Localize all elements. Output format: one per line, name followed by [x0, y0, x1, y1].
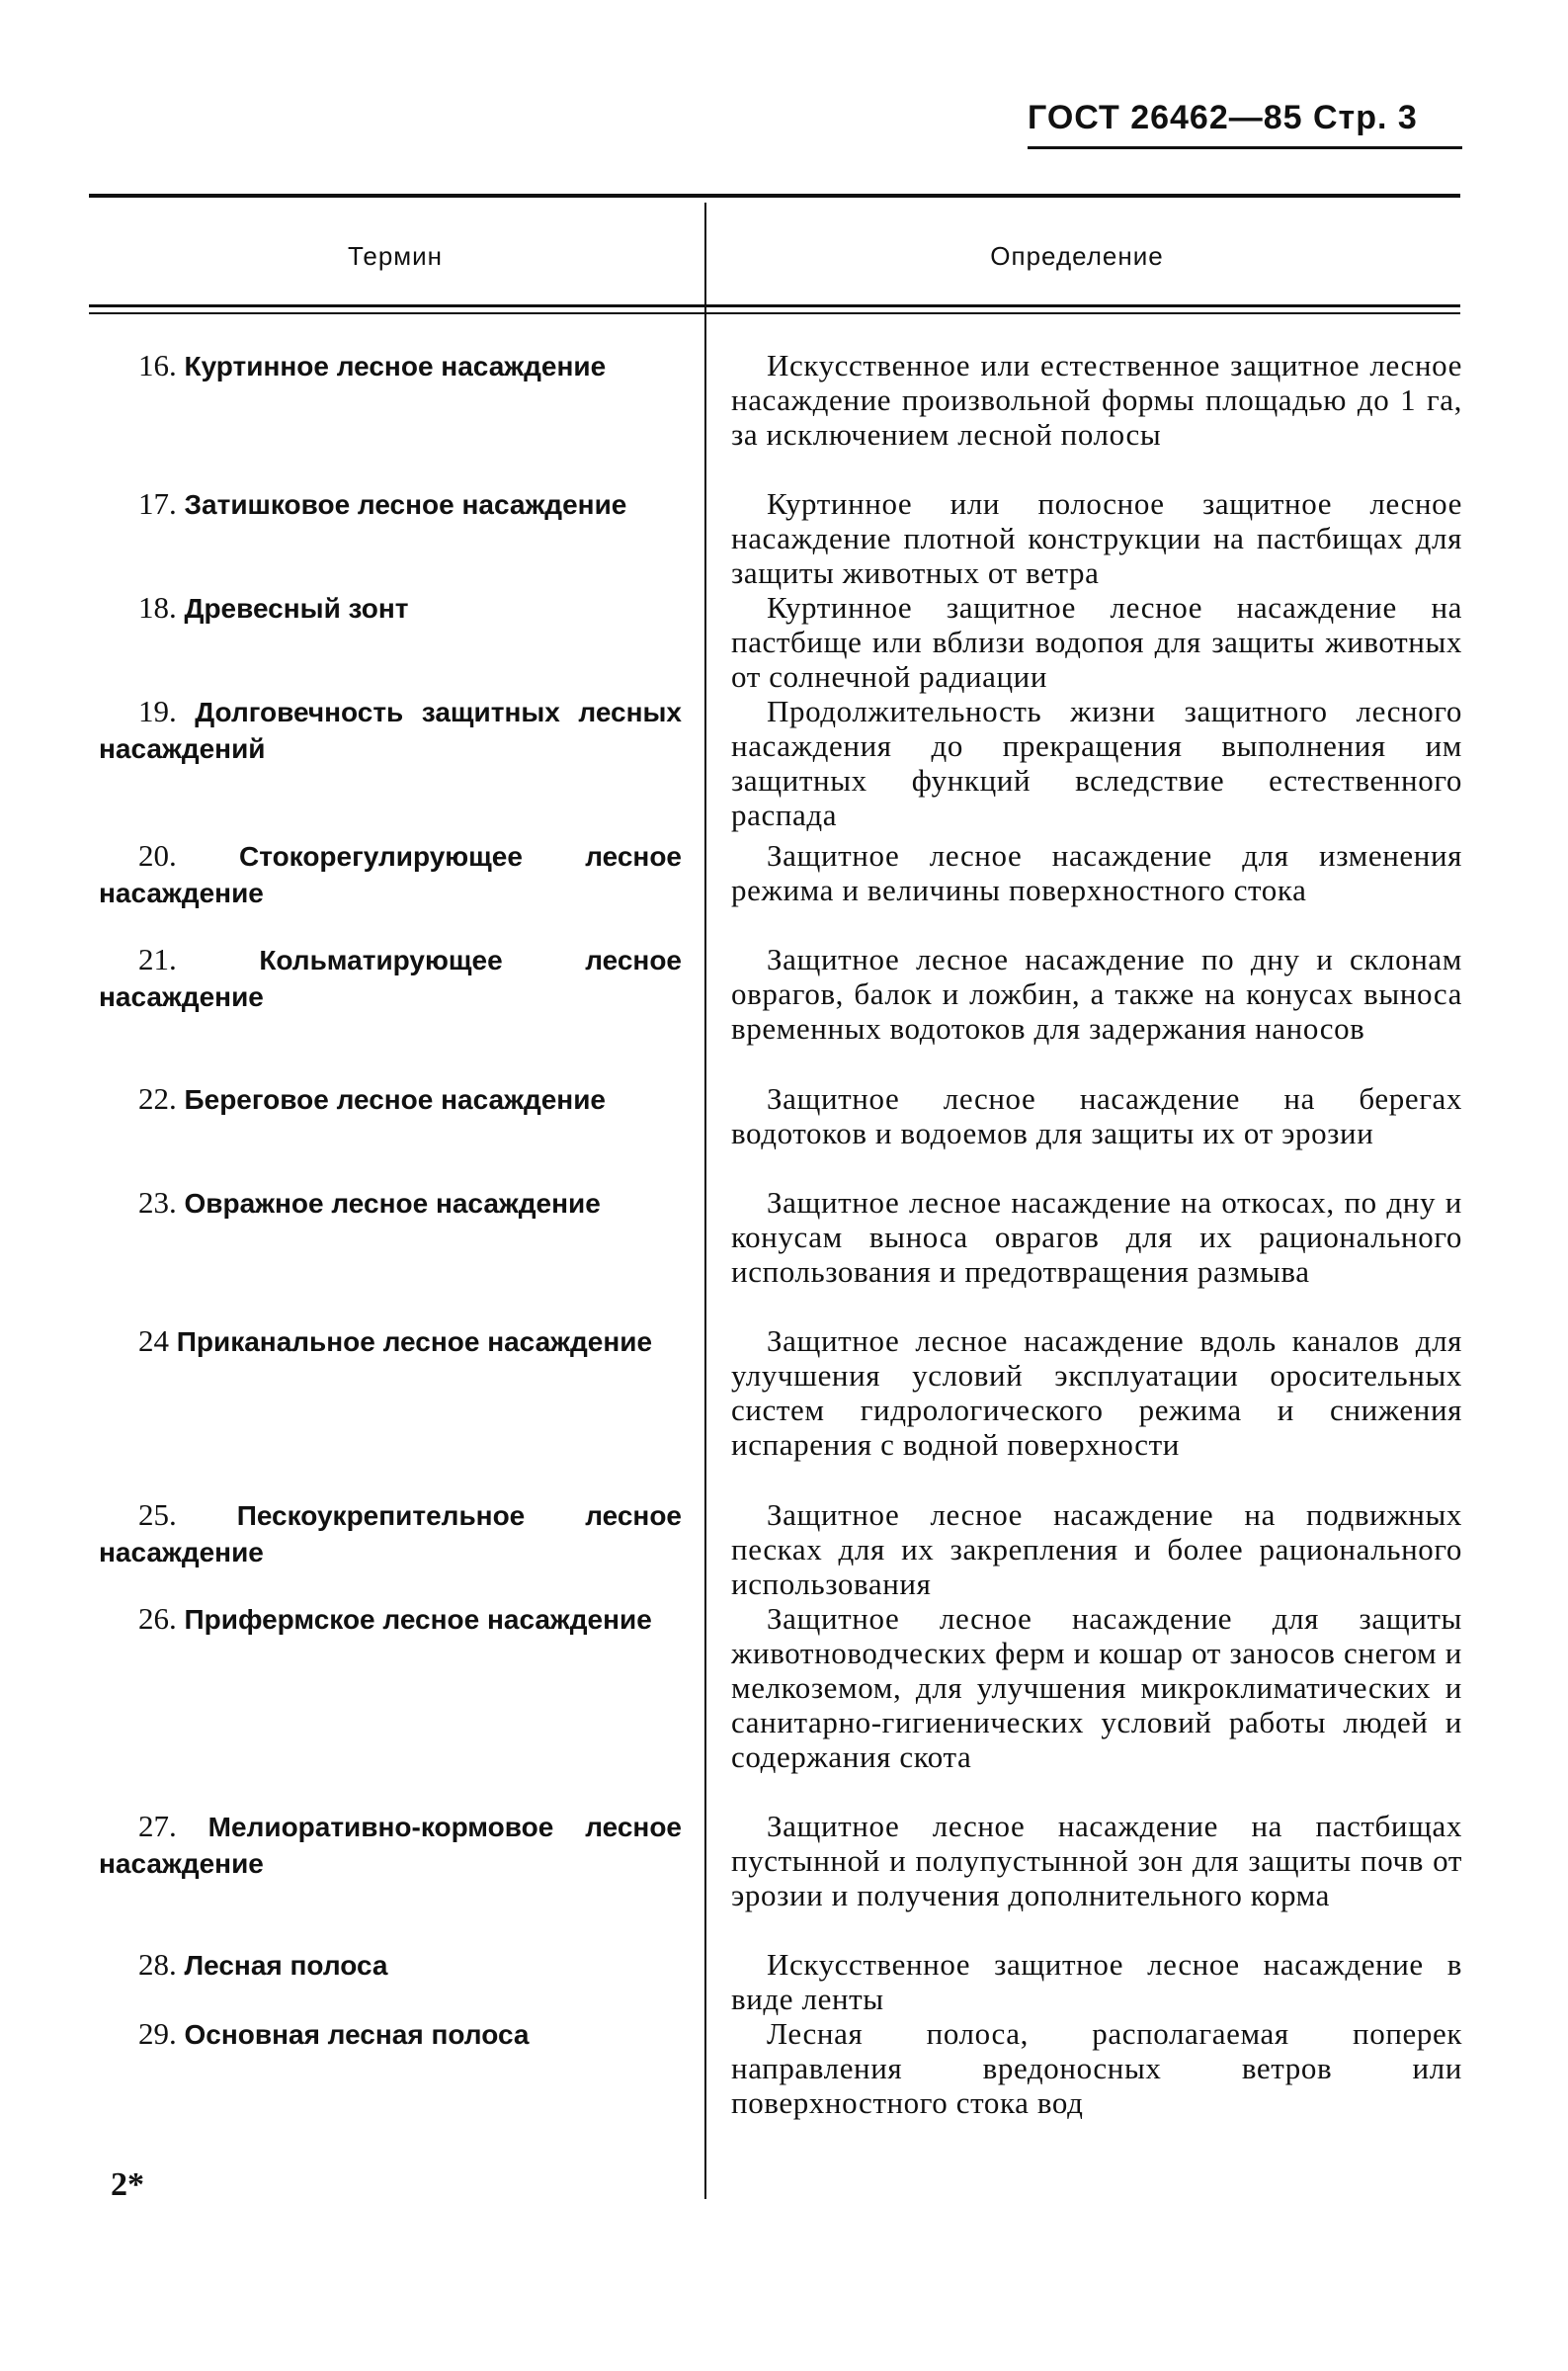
term-cell	[99, 590, 682, 627]
term-name: Пескоукрепительное лесное насаждение	[99, 1500, 682, 1567]
term-number: 26.	[138, 1601, 177, 1636]
term-name: Древесный зонт	[184, 593, 409, 624]
term-name: Овражное лесное насаждение	[184, 1188, 601, 1219]
term-cell	[99, 1081, 682, 1118]
term-name: Кольматирующее лесное насаждение	[99, 945, 683, 1012]
term-name: Стокорегулирующее лесное насаждение	[99, 841, 682, 908]
term-name: Приканальное лесное насаждение	[176, 1326, 653, 1357]
term-cell	[99, 1185, 682, 1222]
definition-cell: Защитное лесное насаждение на берегах водотоков и водоемов для защиты их от эрозии	[731, 1081, 1462, 1150]
term-cell	[99, 486, 682, 523]
column-divider	[704, 203, 706, 2199]
term-name: Прифермское лесное насаждение	[184, 1604, 652, 1635]
term-name: Затишковое лесное насаждение	[184, 489, 627, 520]
definition-cell: Защитное лесное насаждение на подвижных песках для их закрепления и более рационального использования	[731, 1497, 1462, 1601]
term-cell	[99, 1809, 682, 1882]
column-header-term: Термин	[347, 241, 444, 271]
definition-cell: Лесная полоса, располагаемая поперек направления вредоносных ветров или поверхностного стока вод	[731, 2016, 1462, 2120]
term-name: Лесная полоса	[184, 1950, 388, 1981]
header-rule	[89, 304, 1460, 307]
term-cell	[99, 2016, 682, 2053]
term-number: 21.	[138, 942, 177, 976]
column-header-definition: Определение	[990, 241, 1164, 271]
term-number: 20.	[138, 838, 177, 873]
term-number: 29.	[138, 2016, 177, 2051]
term-number: 25.	[138, 1497, 177, 1532]
term-number: 16.	[138, 348, 177, 382]
term-number: 27.	[138, 1809, 177, 1843]
term-name: Куртинное лесное насаждение	[184, 351, 607, 381]
definition-cell: Защитное лесное насаждение для изменения режима и величины поверхностного стока	[731, 838, 1462, 907]
term-number: 24	[138, 1323, 169, 1358]
term-cell	[99, 694, 682, 767]
definition-cell: Защитное лесное насаждение вдоль каналов для улучшения условий эксплуатации оросительных систем гидрологического режима и снижения испарения с водной поверхности	[731, 1323, 1462, 1462]
definition-cell: Защитное лесное насаждение для защиты животноводческих ферм и кошар от заносов снегом и мелкоземом, для улучшения микроклиматических и санитарно-гигиенических условий работы людей и содержания скота	[731, 1601, 1462, 1774]
document-header: ГОСТ 26462—85 Стр. 3	[1028, 99, 1418, 136]
term-name: Мелиоративно-кормовое лесное насаждение	[99, 1812, 682, 1879]
term-number: 28.	[138, 1947, 177, 1982]
term-cell	[99, 838, 682, 911]
term-name: Береговое лесное насаждение	[184, 1084, 606, 1115]
term-name: Долговечность защитных лесных насаждений	[99, 697, 683, 764]
term-number: 23.	[138, 1185, 177, 1220]
header-underline	[1028, 146, 1462, 149]
term-cell	[99, 1947, 682, 1984]
definition-cell: Куртинное или полосное защитное лесное насаждение плотной конструкции на пастбищах для защиты животных от ветра	[731, 486, 1462, 590]
definition-cell: Защитное лесное насаждение по дну и склонам оврагов, балок и ложбин, а также на конусах выноса временных водотоков для задержания наносов	[731, 942, 1462, 1046]
definition-cell: Защитное лесное насаждение на откосах, по дну и конусам выноса оврагов для их рационального использования и предотвращения размыва	[731, 1185, 1462, 1289]
term-number: 17.	[138, 486, 177, 521]
definition-cell: Куртинное защитное лесное насаждение на пастбище или вблизи водопоя для защиты животных от солнечной радиации	[731, 590, 1462, 694]
term-number: 19.	[138, 694, 177, 728]
page-mark: 2*	[111, 2166, 144, 2203]
term-name: Основная лесная полоса	[184, 2019, 530, 2050]
definition-cell: Искусственное защитное лесное насаждение в виде ленты	[731, 1947, 1462, 2016]
term-cell	[99, 1323, 682, 1360]
header-rule-double	[89, 312, 1460, 314]
term-cell	[99, 1497, 682, 1570]
term-number: 22.	[138, 1081, 177, 1116]
term-cell	[99, 942, 682, 1015]
definition-cell: Защитное лесное насаждение на пастбищах пустынной и полупустынной зон для защиты почв от эрозии и получения дополнительного корма	[731, 1809, 1462, 1912]
definition-cell: Продолжительность жизни защитного лесного насаждения до прекращения выполнения им защитных функций вследствие естественного распада	[731, 694, 1462, 832]
term-cell	[99, 1601, 682, 1638]
table-top-rule	[89, 194, 1460, 198]
term-number: 18.	[138, 590, 177, 625]
term-cell	[99, 348, 682, 384]
definition-cell: Искусственное или естественное защитное лесное насаждение произвольной формы площадью до 1 га, за исключением лесной полосы	[731, 348, 1462, 452]
